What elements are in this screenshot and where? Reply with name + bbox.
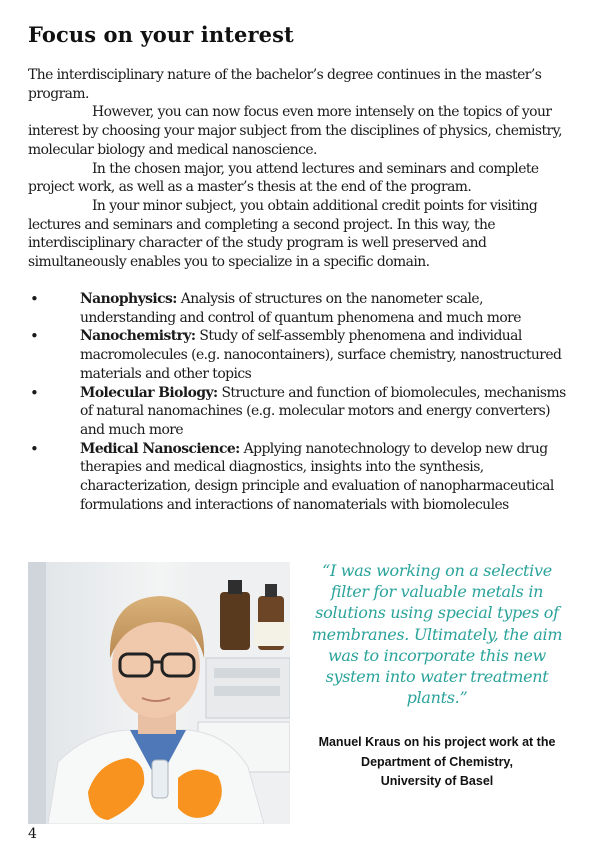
subject-description: Structure and function of biomolecules, mechanisms of natural nanomachines (e.g. molecular motors and energy converters) and much more: [80, 384, 566, 438]
page-number: 4: [28, 826, 37, 842]
subject-term: Nanophysics:: [80, 291, 177, 307]
list-item: [28, 384, 576, 440]
subject-description: Study of self-assembly phenomena and individual macromolecules (e.g. nanocontainers), surface chemistry, nanostructured materials and other topics: [80, 328, 562, 382]
bullet-marker: •: [30, 327, 39, 346]
page-title: Focus on your interest: [28, 22, 294, 47]
caption-line: Manuel Kraus on his project work at the: [318, 735, 556, 749]
paragraph: In your minor subject, you obtain additional credit points for visiting lectures and seminars and completing a second project. In this way, the interdisciplinary character of the study program is well preserved and simultaneously enables you to specialize in a specific domain.: [28, 197, 538, 271]
list-item: [28, 327, 576, 383]
bullet-marker: •: [30, 383, 39, 402]
lab-photo-illustration: [28, 562, 290, 824]
list-item: [28, 290, 576, 327]
list-item: [28, 440, 576, 515]
subject-description: Analysis of structures on the nanometer scale, understanding and control of quantum phenomena and much more: [80, 291, 521, 326]
major-subjects-list: [28, 290, 576, 514]
bullet-marker: •: [30, 290, 39, 308]
subject-term: Medical Nanoscience:: [80, 440, 240, 457]
quote-caption: [306, 733, 568, 792]
caption-line: University of Basel: [380, 774, 494, 788]
paragraph: In the chosen major, you attend lectures and seminars and complete project work, as well as a master’s thesis at the end of the program.: [28, 160, 539, 196]
intro-text: [28, 66, 576, 272]
subject-description: Applying nanotechnology to develop new drug therapies and medical diagnostics, insights into the synthesis, characterization, design principle and evaluation of nanopharmaceutical formulations and interactions of nanomaterials with biomolecules: [80, 440, 554, 513]
paragraph: However, you can now focus even more intensely on the topics of your interest by choosing your major subject from the disciplines of physics, chemistry, molecular biology and medical nanoscience.: [28, 104, 562, 158]
paragraph: The interdisciplinary nature of the bachelor’s degree continues in the master’s program.: [28, 67, 542, 102]
subject-term: Nanochemistry:: [80, 328, 196, 345]
bullet-marker: •: [30, 439, 39, 458]
student-quote: “I was working on a selective filter for valuable metals in solutions using special types of membranes. Ultimately, the aim was to incorporate this new system into water treatment plants.”: [311, 561, 563, 708]
student-photo: [28, 562, 290, 824]
caption-line: Department of Chemistry,: [361, 754, 513, 769]
subject-term: Molecular Biology:: [80, 384, 218, 401]
